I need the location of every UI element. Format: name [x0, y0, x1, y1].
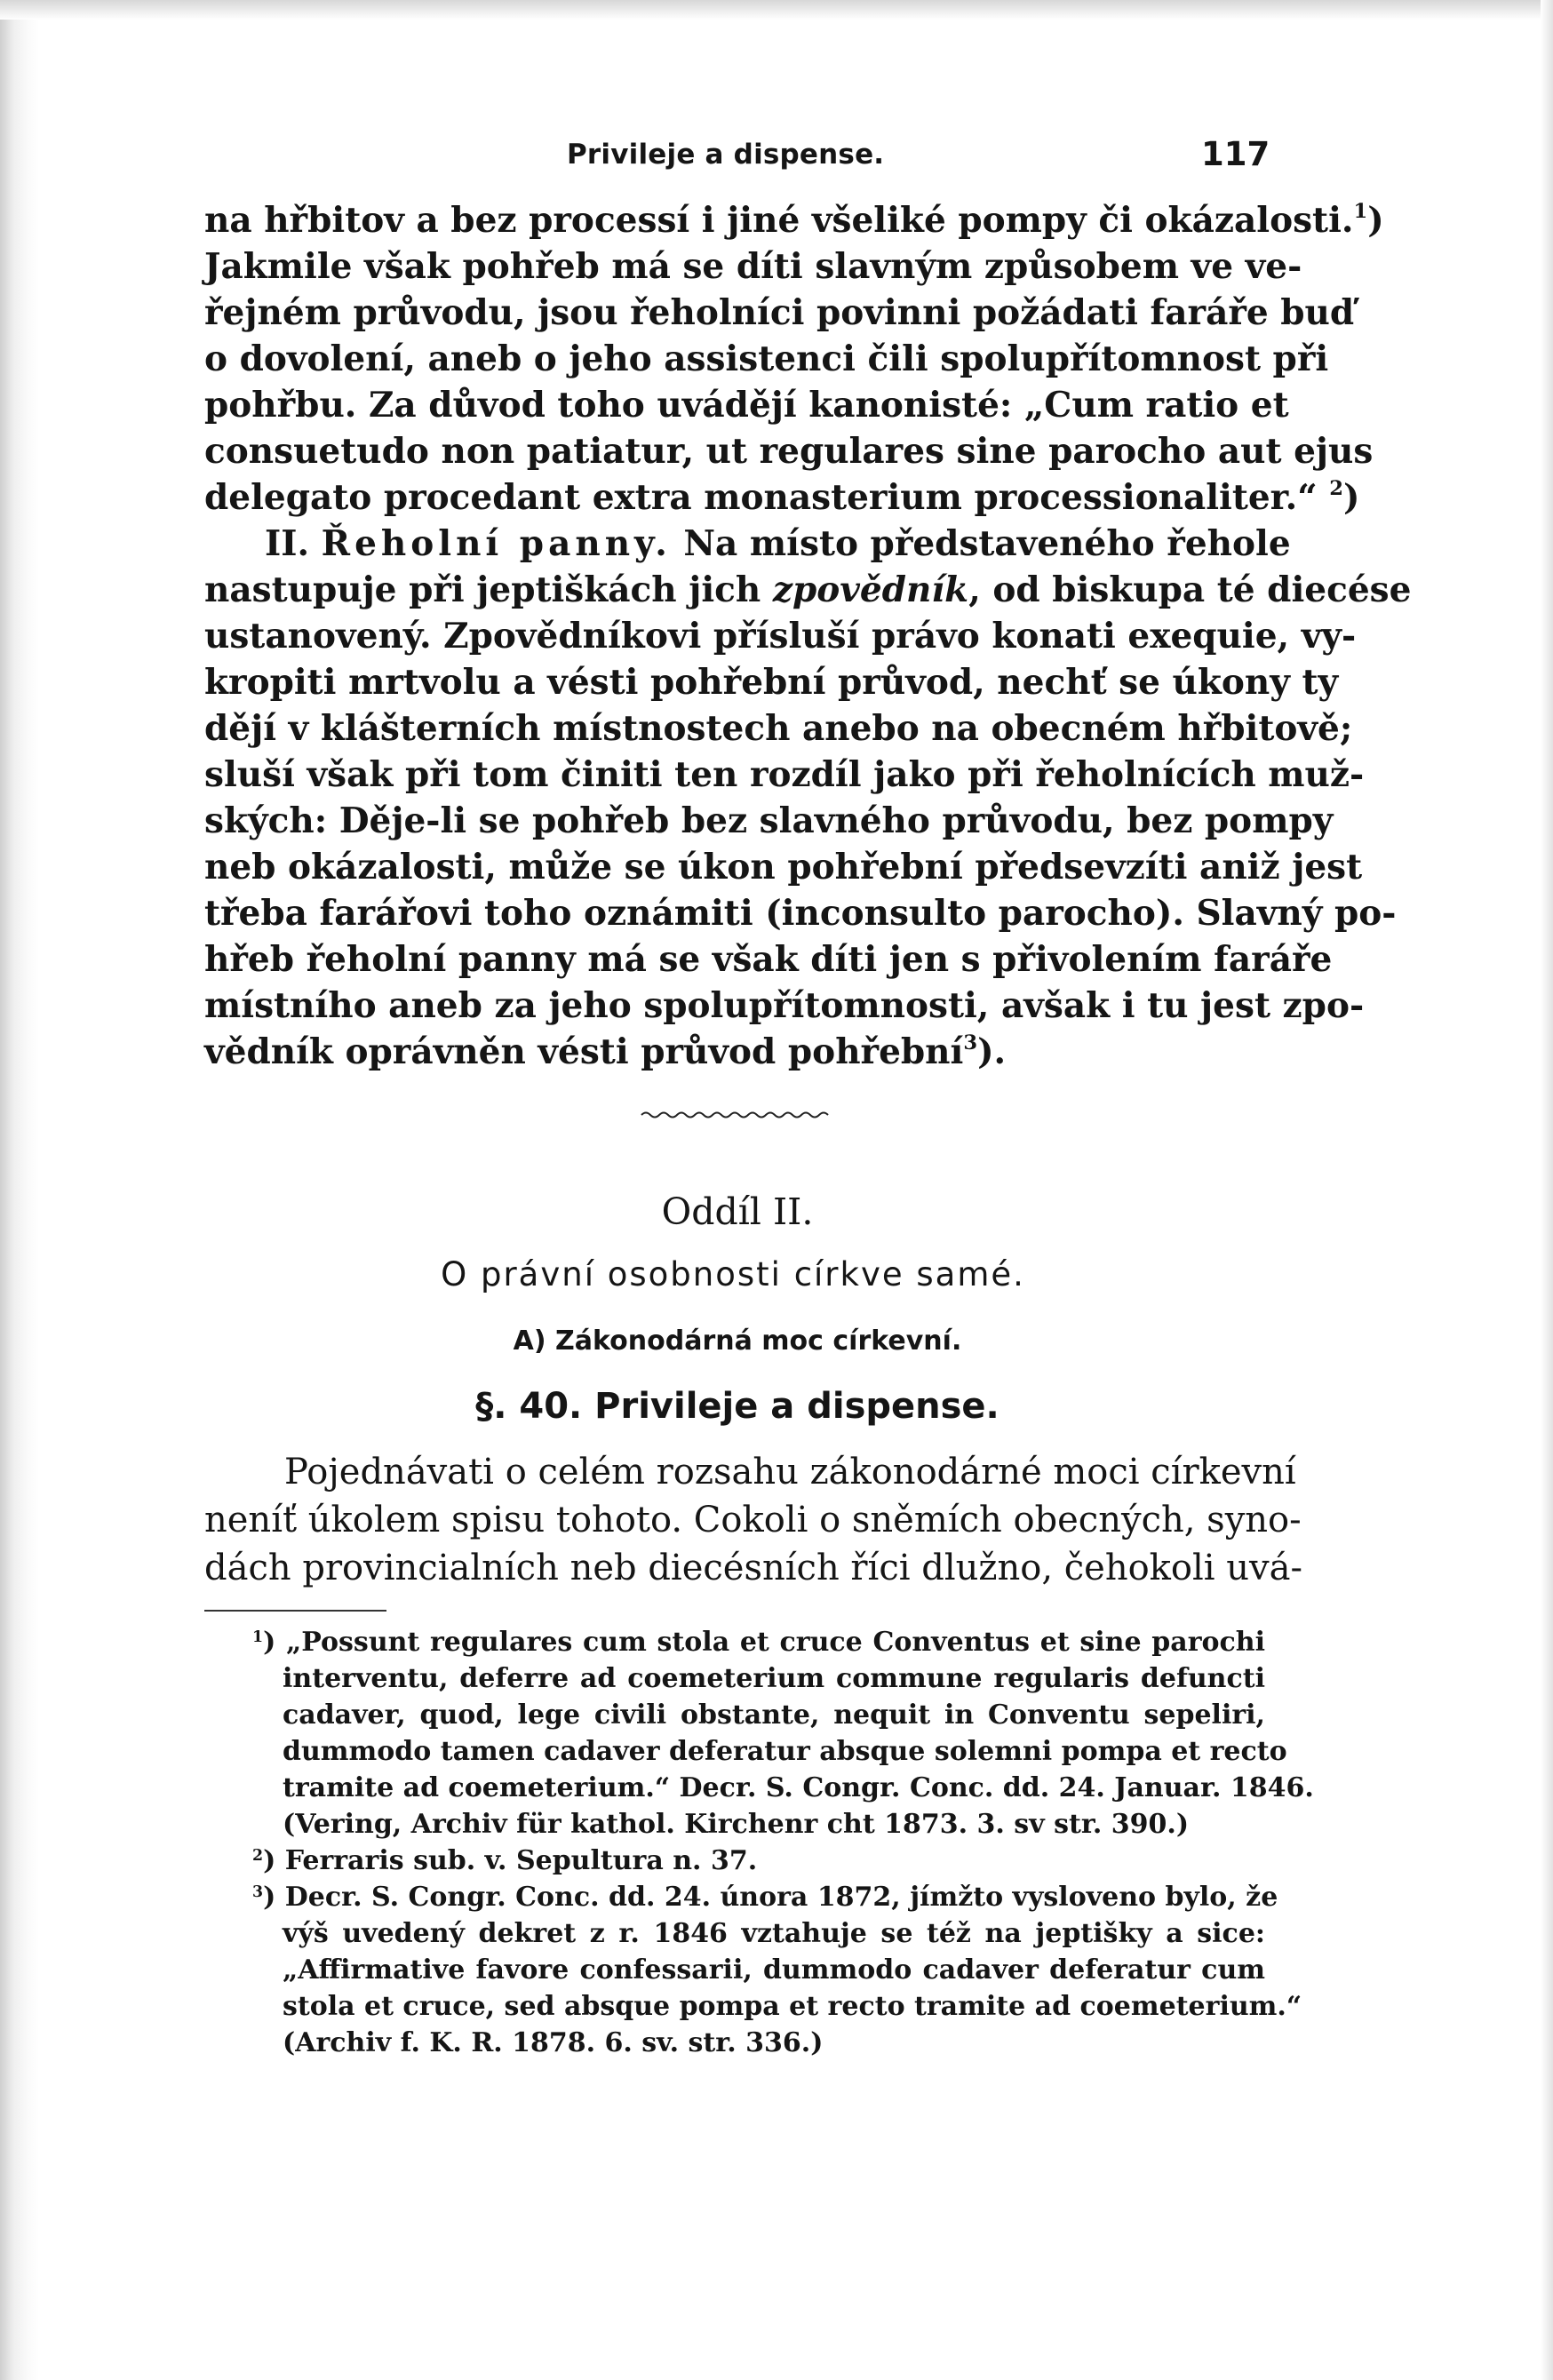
text-line: [204, 752, 1365, 798]
footnote-text: tramite ad coemeterium.“ Decr. S. Congr. Conc. dd. 24. Januar. 1846.: [283, 1772, 1314, 1803]
subsection-title: A) Zákonodárná moc církevní.: [513, 1325, 962, 1357]
footnote-line: [252, 1806, 1265, 1843]
text-run: o dovolení, aneb o jeho assistenci čili spolupřítomnost při: [204, 338, 1329, 379]
footnote-mark: 2: [252, 1847, 264, 1865]
text-run: hřeb řeholní panny má se však díti jen s přivolením faráře: [204, 939, 1333, 980]
running-title: Privileje a dispense.: [567, 139, 885, 171]
text-line: [204, 243, 1302, 290]
text-run: ských: Děje-li se pohřeb bez slavného průvodu, bez pompy: [204, 800, 1334, 841]
footnote-text: Decr. S. Congr. Conc. dd. 24. února 1872, jímžto vysloveno bylo, že: [284, 1882, 1278, 1913]
text-run: sluší však při tom činiti ten rozdíl jako při řeholnících muž-: [204, 754, 1365, 795]
footnote-text: výš uvedený dekret z r. 1846 vztahuje se též na jeptišky a sice:: [283, 1918, 1265, 1949]
footnote-text: „Possunt regulares cum stola et cruce Conventus et sine parochi: [286, 1627, 1265, 1658]
footnote-line: [252, 1770, 1314, 1806]
running-head: [0, 135, 1553, 181]
footnote-paren: ): [263, 1627, 287, 1658]
text-run: II.: [265, 523, 322, 564]
ornamental-divider: [640, 1110, 831, 1122]
text-run: Na místo představeného řehole: [671, 523, 1291, 564]
text-run: Řeholní panny.: [321, 523, 672, 564]
text-line: [204, 521, 1291, 567]
text-line: [204, 428, 1374, 474]
footnote-paren: ): [263, 1845, 285, 1876]
footnote-text: dummodo tamen cadaver deferatur absque solemni pompa et recto: [283, 1736, 1287, 1767]
footnote-line: [252, 1952, 1265, 1988]
footnote-line: [252, 1660, 1265, 1697]
text-run: řejném průvodu, jsou řeholníci povinni požádati faráře buď: [204, 292, 1355, 333]
page-top-edge-shadow: [0, 0, 1553, 20]
footnote-item: [252, 1843, 1265, 1879]
footnote-text: cadaver, quod, lege civili obstante, nequit in Conventu sepeliri,: [283, 1699, 1265, 1731]
text-line: dách provincialních neb diecésních říci dlužno, čehokoli uvá-: [204, 1548, 1303, 1588]
footnote-line: [252, 1697, 1265, 1733]
footnote-reference: 3: [963, 1031, 978, 1055]
text-run: pohřbu. Za důvod toho uvádějí kanonisté: „Cum ratio et: [204, 385, 1289, 426]
text-run: vědník oprávněn vésti průvod pohřební: [204, 1031, 964, 1072]
text-run: neb okázalosti, může se úkon pohřební předsevzíti aniž jest: [204, 847, 1363, 888]
footnote-paren: ): [263, 1882, 285, 1913]
text-line: [204, 844, 1363, 890]
text-run: Jakmile však pohřeb má se díti slavným způsobem ve ve-: [204, 246, 1302, 287]
text-run: consuetudo non patiatur, ut regulares sine parocho aut ejus: [204, 431, 1374, 472]
text-run: nastupuje při jeptiškách jich: [204, 569, 773, 610]
text-line: [204, 983, 1365, 1029]
page-number: 117: [1201, 135, 1270, 173]
section-title: O právní osobnosti církve samé.: [441, 1255, 1025, 1293]
text-run: ): [1342, 477, 1360, 518]
text-line: [204, 936, 1333, 983]
footnote-mark: 3: [252, 1883, 264, 1901]
footnote-line: [252, 1988, 1302, 2025]
body-text-section-1: [204, 197, 1412, 1075]
footnote-text: interventu, deferre ad coemeterium commune regularis defuncti: [283, 1663, 1265, 1694]
text-run: kropiti mrtvolu a vésti pohřební průvod, nechť se úkony ty: [204, 662, 1339, 703]
text-run: , od biskupa té diecése: [968, 569, 1412, 610]
text-run: na hřbitov a bez processí i jiné všeliké pompy či okázalosti.: [204, 200, 1354, 241]
footnote-reference: 2: [1329, 477, 1343, 500]
text-line: neníť úkolem spisu tohoto. Cokoli o sněmích obecných, syno-: [204, 1500, 1302, 1540]
text-line: [204, 474, 1360, 521]
footnote-item: [252, 1624, 1265, 1660]
text-line: [204, 705, 1353, 752]
footnotes: [252, 1624, 1314, 2061]
text-line: [204, 336, 1329, 382]
page-right-edge-shadow: [1541, 0, 1553, 2380]
footnote-reference: 1: [1353, 200, 1368, 223]
paragraph-title: §. 40. Privileje a dispense.: [475, 1386, 999, 1427]
footnote-mark: 1: [252, 1628, 264, 1646]
text-run: ustanovený. Zpovědníkovi přísluší právo konati exequie, vy-: [204, 616, 1357, 657]
text-run: dějí v klášterních místnostech anebo na obecném hřbitově;: [204, 708, 1353, 749]
text-line: [204, 382, 1289, 428]
footnote-text: „Affirmative favore confessarii, dummodo cadaver deferatur cum: [283, 1954, 1265, 1986]
footnote-text: stola et cruce, sed absque pompa et recto tramite ad coemeterium.“: [283, 1991, 1302, 2022]
text-line: Pojednávati o celém rozsahu zákonodárné moci církevní: [284, 1452, 1296, 1492]
text-line: [204, 290, 1355, 336]
section-label: Oddíl II.: [661, 1190, 814, 1233]
footnote-rule: [204, 1610, 386, 1612]
text-run: delegato procedant extra monasterium processionaliter.“: [204, 477, 1330, 518]
text-run: ).: [977, 1031, 1007, 1072]
footnote-line: [252, 2025, 1265, 2061]
text-line: [204, 798, 1334, 844]
text-run: ): [1367, 200, 1384, 241]
text-line: [204, 613, 1357, 659]
footnote-line: [252, 1915, 1265, 1952]
footnote-item: [252, 1879, 1278, 1915]
text-line: [204, 197, 1384, 243]
body-text-section-2: [204, 1448, 1303, 1592]
text-line: [204, 890, 1397, 936]
footnote-text: Ferraris sub. v. Sepultura n. 37.: [284, 1845, 758, 1876]
footnote-text: (Archiv f. K. R. 1878. 6. sv. str. 336.): [283, 2027, 824, 2058]
text-run: místního aneb za jeho spolupřítomnosti, avšak i tu jest zpo-: [204, 985, 1365, 1026]
text-line: [204, 567, 1412, 613]
footnote-text: (Vering, Archiv für kathol. Kirchenr cht 1873. 3. sv str. 390.): [283, 1809, 1190, 1840]
text-run: zpovědník: [772, 569, 969, 610]
text-run: třeba farářovi toho oznámiti (inconsulto parocho). Slavný po-: [204, 893, 1397, 934]
text-line: [204, 1029, 1270, 1075]
footnote-line: [252, 1733, 1287, 1770]
text-line: [204, 659, 1339, 705]
